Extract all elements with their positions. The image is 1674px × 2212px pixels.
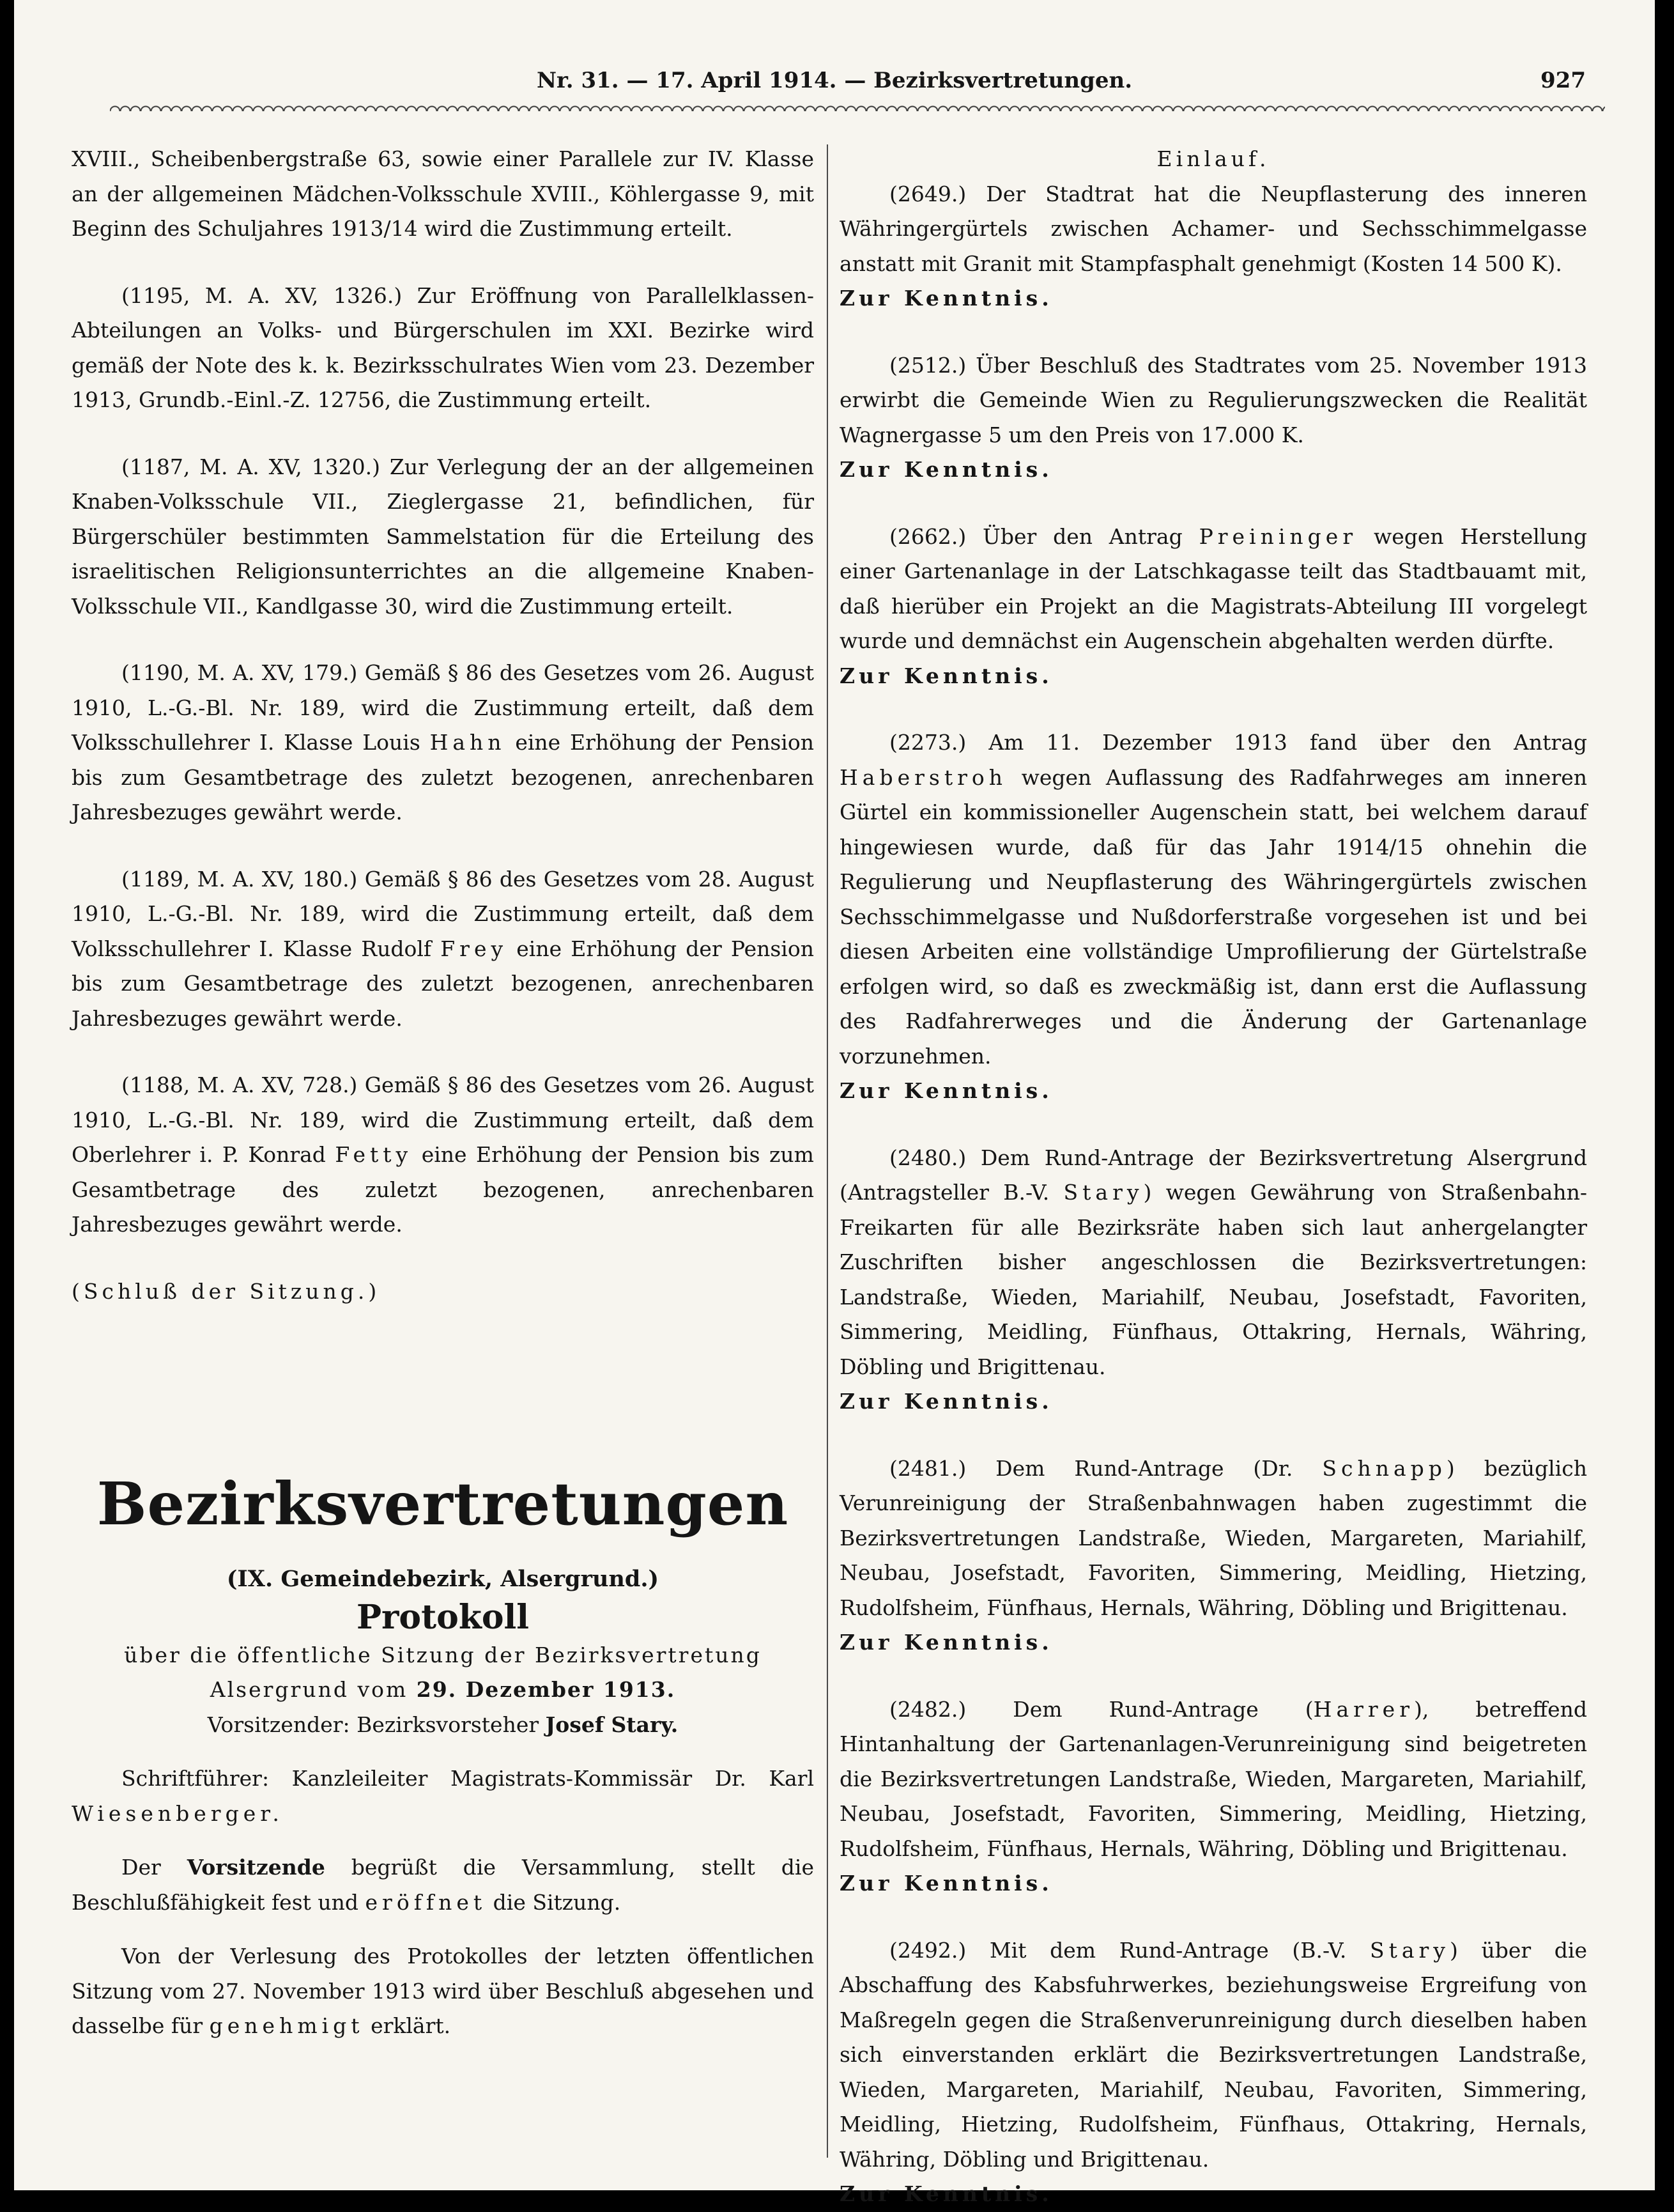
text-part: eine Erhöhung der Pension bis zum Gesamtbetrage des zuletzt bezogenen, anrechenbaren Jahresbezuges gewährt werde. [72,730,814,824]
text-part: Schriftführer: Kanzleileiter Magistrats-Kommissär Dr. Karl [121,1766,814,1791]
person-name: Frey [440,936,508,961]
text-part: (1188, M. A. XV, 728.) Gemäß § 86 des Gesetzes vom 26. August 1910, L.-G.-Bl. Nr. 189, wird die Zustimmung erteilt, daß dem Oberlehrer i. P. Konrad [72,1072,814,1167]
entry-2492 [840,1933,1587,2177]
secretary-name: Wiesenberger. [72,1800,284,1826]
kenntnis-note: Zur Kenntnis. [840,663,1053,688]
text-part: begrüßt die Versammlung, stellt die Beschlußfähigkeit fest und [72,1855,814,1915]
header-rule [110,101,1605,111]
entry-2481 [840,1451,1587,1626]
text-part: Vorsitzender: Bezirksvorsteher [207,1712,539,1737]
kenntnis-note: Zur Kenntnis. [840,457,1053,482]
chair-name: Josef Stary. [545,1712,679,1737]
person-name: Hahn [429,730,506,755]
entry-2273 [840,725,1587,1074]
text-part: (2482.) Dem Rund-Antrage ( [889,1696,1314,1722]
section-subtitle: (IX. Gemeindebezirk, Alsergrund.) [226,1566,659,1592]
page-header [14,68,1655,100]
entry-2662 [840,520,1587,659]
einlauf-heading: Einlauf. [1156,146,1270,171]
person-name: Harrer [1313,1696,1414,1722]
entry-2649: (2649.) Der Stadtrat hat die Neupflasterung des inneren Währingergürtels zwischen Achamer- und Sechsschimmelgasse anstatt mit Granit mit Stampfasphalt genehmigt (Kosten 14 500 K). [840,181,1587,276]
session-closing: (Schluß der Sitzung.) [72,1278,381,1304]
session-date-line [72,1673,814,1708]
text-part: ) über die Abschaffung des Kabsfuhrwerkes, beziehungsweise Ergreifung von Maßregeln gegen die Straßenverunreinigung durch dieselben haben sich einverstanden erklärt die Bezirksvertretungen Landstraße, Wieden, Margareten, Mariahilf, Neubau, Favoriten, Simmering, Meidling, Hietzing, Rudolfsheim, Fünfhaus, Ottakring, Hernals, Währing, Döbling und Brigittenau. [840,1937,1587,2172]
text-part: ) wegen Gewährung von Straßenbahn-Freikarten für alle Bezirksräte haben sich laut anhergelangter Zuschriften bisher angeschlossen die Bezirksvertretungen: Landstraße, Wieden, Mariahilf, Neubau, Josefstadt, Favoriten, Simmering, Meidling, Fünfhaus, Ottakring, Hernals, Währing, Döbling und Brigittenau. [840,1180,1587,1379]
person-name: Haberstroh [840,764,1007,790]
session-description: über die öffentliche Sitzung der Bezirksvertretung [124,1642,762,1667]
kenntnis-note: Zur Kenntnis. [840,1871,1053,1896]
text-part: ), betreffend Hintanhaltung der Gartenanlagen-Verunreinigung sind beigetreten die Bezirksvertretungen Landstraße, Wieden, Margareten, Mariahilf, Neubau, Josefstadt, Favoriten, Simmering, Meidling, Hietzing, Rudolfsheim, Fünfhaus, Hernals, Währing, Döbling und Brigittenau. [840,1696,1587,1861]
section-title: Bezirksvertretungen [96,1469,789,1538]
paragraph-1195: (1195, M. A. XV, 1326.) Zur Eröffnung von Parallelklassen-Abteilungen an Volks- und Bürgerschulen im XXI. Bezirke wird gemäß der Note des k. k. Bezirksschulrates Wien vom 23. Dezember 1913, Grundb.-Einl.-Z. 12756, die Zustimmung erteilt. [72,282,814,412]
paragraph-1: XVIII., Scheibenbergstraße 63, sowie einer Parallele zur IV. Klasse an der allgemeinen Mädchen-Volksschule XVIII., Köhlergasse 9, mit Beginn des Schuljahres 1913/14 wird die Zustimmung erteilt. [72,146,814,241]
left-column [72,142,814,2181]
text-part: erklärt. [371,2013,451,2038]
text-part: die Sitzung. [493,1889,621,1915]
entry-2480 [840,1141,1587,1385]
text-part: Von der Verlesung des Protokolles der letzten öffentlichen Sitzung vom 27. November 1913 wird über Beschluß abgesehen und dasselbe für [72,1944,814,2038]
kenntnis-note: Zur Kenntnis. [840,1389,1053,1414]
text-part: eine Erhöhung der Pension bis zum Gesamtbetrage des zuletzt bezogenen, anrechenbaren Jahresbezuges gewährt werde. [72,936,814,1031]
newspaper-page [14,0,1655,2206]
text-part: eine Erhöhung der Pension bis zum Gesamtbetrage des zuletzt bezogenen, anrechenbaren Jahresbezuges gewährt werde. [72,1142,814,1237]
opening-paragraph [72,1850,814,1920]
minutes-paragraph [72,1939,814,2044]
text-part: wegen Auflassung des Radfahrweges am inneren Gürtel ein kommissioneller Augenschein statt, bei welchem darauf hingewiesen wurde, daß für das Jahr 1914/15 ohnehin die Regulierung und Neupflasterung des Währingergürtels zwischen Sechsschimmelgasse und Nußdorferstraße vorgesehen ist und bei diesen Arbeiten eine vollständige Umprofilierung der Gürtelstraße erfolgen wird, so daß es zweckmäßig ist, dann erst die Auflassung des Radfahrerweges und die Änderung der Gartenanlage vorzunehmen. [840,764,1587,1069]
session-date: 29. Dezember 1913. [416,1677,676,1702]
kenntnis-note: Zur Kenntnis. [840,2181,1053,2206]
text-part: Der [121,1855,161,1880]
entry-2512: (2512.) Über Beschluß des Stadtrates vom 25. November 1913 erwirbt die Gemeinde Wien zu Regulierungszwecken die Realität Wagnergasse 5 um den Preis von 17.000 K. [840,352,1587,447]
person-name: Preininger [1199,523,1358,549]
emphasis-word: genehmigt [209,2013,364,2038]
paragraph-1187: (1187, M. A. XV, 1320.) Zur Verlegung der an der allgemeinen Knaben-Volksschule VII., Zieglergasse 21, befindlichen, für Bürgerschüler bestimmten Sammelstation für die Erteilung des israelitischen Religionsunterrichtes an die allgemeine Knaben-Volksschule VII., Kandlgasse 30, wird die Zustimmung erteilt. [72,454,814,619]
paragraph-1188 [72,1068,814,1242]
person-name: Schnapp [1322,1455,1447,1481]
text-part: Alsergrund vom [210,1677,408,1702]
paragraph-1190 [72,656,814,830]
person-name: Fetty [335,1142,413,1167]
kenntnis-note: Zur Kenntnis. [840,286,1053,311]
text-part: (2662.) Über den Antrag [889,523,1183,549]
chair-line [72,1708,814,1743]
page-number: 927 [1540,68,1586,93]
text-part: (2273.) Am 11. Dezember 1913 fand über den Antrag [889,730,1587,755]
text-part: ) bezüglich Verunreinigung der Straßenbahnwagen haben zugestimmt die Bezirksvertretungen Landstraße, Wieden, Margareten, Mariahilf, Neubau, Josefstadt, Favoriten, Simmering, Meidling, Hietzing, Rudolfsheim, Fünfhaus, Hernals, Währing, Döbling und Brigittenau. [840,1455,1587,1620]
emphasis-word: eröffnet [365,1889,487,1915]
kenntnis-note: Zur Kenntnis. [840,1630,1053,1655]
entry-2482 [840,1692,1587,1867]
running-title: Nr. 31. — 17. April 1914. — Bezirksvertretungen. [536,68,1133,93]
text-part: (2492.) Mit dem Rund-Antrage (B.-V. [889,1937,1347,1963]
right-column [840,142,1587,2206]
text-part: (1189, M. A. XV, 180.) Gemäß § 86 des Gesetzes vom 28. August 1910, L.-G.-Bl. Nr. 189, wird die Zustimmung erteilt, daß dem Volksschullehrer I. Klasse Rudolf [72,866,814,961]
text-part: (1190, M. A. XV, 179.) Gemäß § 86 des Gesetzes vom 26. August 1910, L.-G.-Bl. Nr. 189, wird die Zustimmung erteilt, daß dem Volksschullehrer I. Klasse Louis [72,660,814,755]
person-name: Stary [1063,1180,1144,1205]
text-part: wegen Herstellung einer Gartenanlage in der Latschkagasse teilt das Stadtbauamt mit, daß hierüber ein Projekt an die Magistrats-Abteilung III vorgelegt wurde und demnächst ein Augenschein abgehalten werden dürfte. [840,523,1587,653]
column-divider [827,144,828,2158]
paragraph-1189 [72,862,814,1037]
text-part: (2481.) Dem Rund-Antrage (Dr. [889,1455,1293,1481]
person-name: Stary [1369,1937,1450,1963]
chair-word: Vorsitzende [187,1855,325,1880]
text-part: (2480.) Dem Rund-Antrage der Bezirksvertretung Alsergrund (Antragsteller B.-V. [840,1145,1587,1205]
secretary-line [72,1761,814,1831]
kenntnis-note: Zur Kenntnis. [840,1078,1053,1103]
protokoll-heading: Protokoll [356,1597,530,1637]
